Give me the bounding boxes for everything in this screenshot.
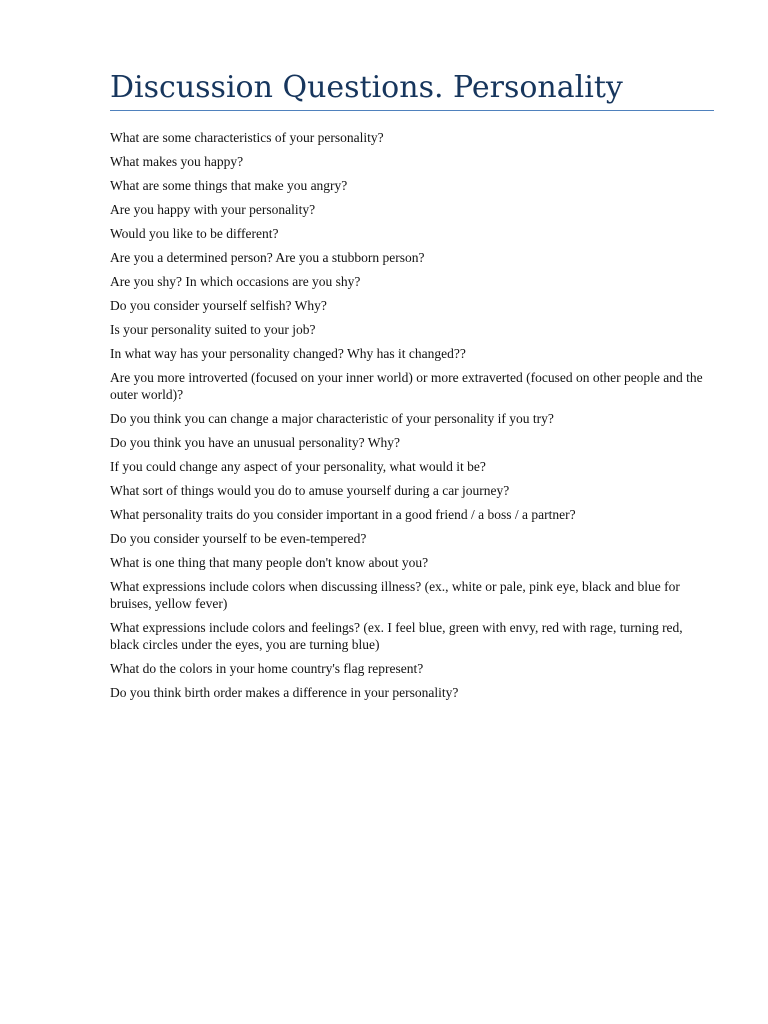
page-title: Discussion Questions. Personality — [110, 70, 623, 105]
question-item: Do you think birth order makes a difference in your personality? — [110, 685, 459, 700]
question-item: What personality traits do you consider important in a good friend / a boss / a partner? — [110, 507, 576, 522]
question-item: Are you more introverted (focused on your inner world) or more extraverted (focused on other people and the outer world)? — [110, 370, 703, 402]
question-item: What expressions include colors and feelings? (ex. I feel blue, green with envy, red with rage, turning red, black circles under the eyes, you are turning blue) — [110, 620, 683, 652]
question-item: What sort of things would you do to amuse yourself during a car journey? — [110, 483, 510, 498]
question-item: If you could change any aspect of your personality, what would it be? — [110, 459, 486, 474]
question-item: What expressions include colors when discussing illness? (ex., white or pale, pink eye, black and blue for bruises, yellow fever) — [110, 579, 680, 611]
question-item: What do the colors in your home country's flag represent? — [110, 661, 424, 676]
question-item: Are you shy? In which occasions are you shy? — [110, 274, 361, 289]
question-item: Do you think you have an unusual personality? Why? — [110, 435, 400, 450]
question-item: Do you think you can change a major characteristic of your personality if you try? — [110, 411, 554, 426]
question-item: What is one thing that many people don't know about you? — [110, 555, 429, 570]
question-item: What are some characteristics of your personality? — [110, 130, 384, 145]
question-item: What makes you happy? — [110, 154, 244, 169]
question-item: Is your personality suited to your job? — [110, 322, 316, 337]
question-item: Do you consider yourself selfish? Why? — [110, 298, 327, 313]
question-item: Do you consider yourself to be even-tempered? — [110, 531, 367, 546]
question-item: Would you like to be different? — [110, 226, 279, 241]
question-list — [110, 129, 714, 708]
question-item: Are you happy with your personality? — [110, 202, 316, 217]
question-item: In what way has your personality changed? Why has it changed?? — [110, 346, 466, 361]
title-underline-divider — [110, 110, 714, 111]
question-item: What are some things that make you angry? — [110, 178, 348, 193]
question-item: Are you a determined person? Are you a stubborn person? — [110, 250, 425, 265]
